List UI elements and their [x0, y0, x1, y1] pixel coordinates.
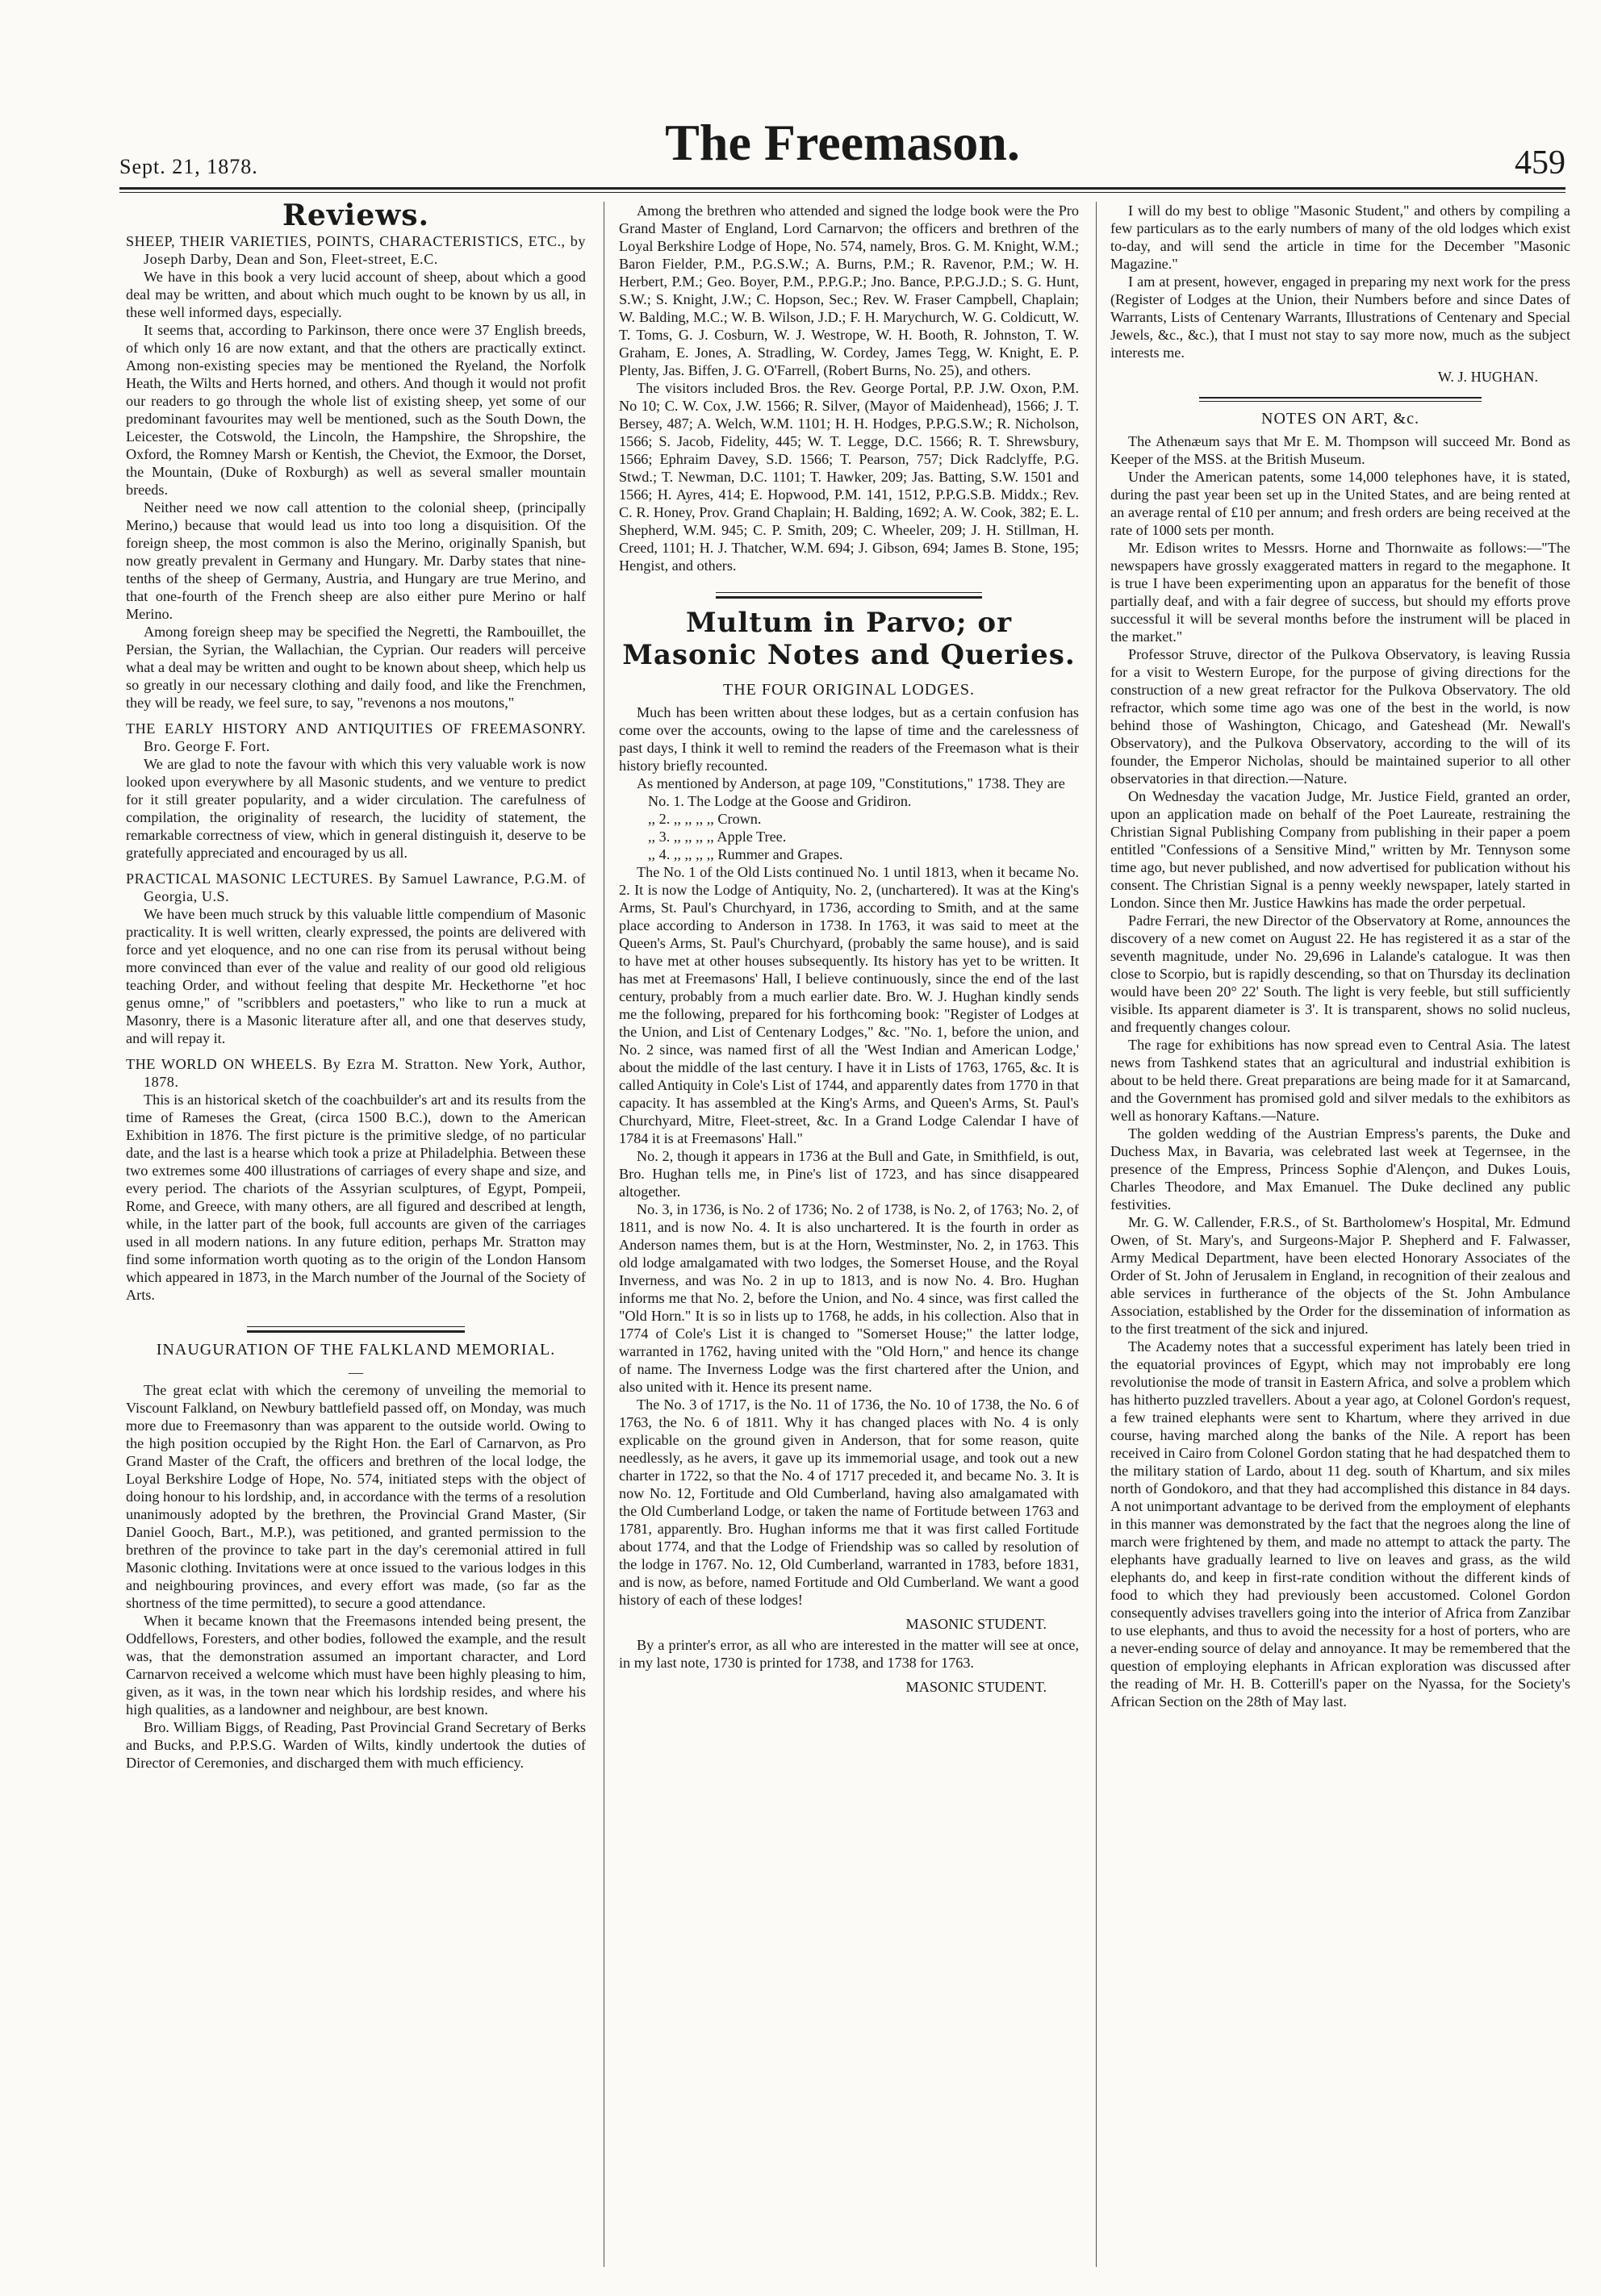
column-divider — [1096, 202, 1097, 2267]
article-paragraph: Among the brethren who attended and signed the lodge book were the Pro Grand Master of England, Lord Carnarvon; the officers and brethren of the Loyal Berkshire Lodge of Hope, No. 574, namely, Bros. G. M. Knight, W.M.; Baron Fielder, P.M., P.G.S.W.; A. Burns, P.M.; R. Ravenor, P.M.; W. H. Herbert, P.M.; Geo. Boyer, P.M., P.P.G.P.; Jno. Bance, P.P.G.J.D.; S. G. Hunt, S.W.; S. Knight, J.W.; C. Hopson, Sec.; Rev. W. Fraser Campbell, Chaplain; W. Balding, M.C.; W. B. Wilson, J.D.; F. H. Marychurch, W. G. Coldicutt, W. T. Toms, G. J. Cosburn, W. J. Westrope, W. H. Booth, R. Johnston, T. W. Graham, E. Jones, A. Stradling, W. Cordey, James Tegg, W. Knight, E. P. Plenty, Jas. Biffen, J. G. O'Farrell, (Robert Burns, No. 25), and others. — [619, 202, 1079, 378]
lodge-list-item: ,, 2. ,, ,, ,, ,, Crown. — [648, 811, 762, 827]
note-paragraph: Mr. Edison writes to Messrs. Horne and Thornwaite as follows:—"The newspapers have grossly exaggerated matters in regard to the megaphone. It is true I have been experimenting upon an apparatus for the benefit of those partially deaf, and with a fair degree of success, but should my efforts prove successful it will be several months before the instrument will be placed in the market." — [1110, 540, 1570, 645]
note-paragraph: Under the American patents, some 14,000 telephones have, it is stated, during the past year been set up in the United States, and are being rented at an average rental of £10 per annum; and fresh orders are being received at the rate of 1000 sets per month. — [1110, 469, 1570, 538]
note-paragraph: The golden wedding of the Austrian Empress's parents, the Duke and Duchess Max, in Bavaria, was celebrated last week at Tegernsee, in the presence of the Empress, Princess Sophie d'Alençon, and Dukes Louis, Charles Theodore, and Max Emanuel. The Duke declined any public festivities. — [1110, 1125, 1570, 1213]
section-rule — [247, 1326, 465, 1333]
review-paragraph: Neither need we now call attention to the colonial sheep, (principally Merino,) because that would lead us into too long a disquisition. Of the foreign sheep, the most common is also the Merino, originally Spanish, but now greatly prevalent in Germany and Hungary. Mr. Darby states that nine-tenths of the sheep of Germany, Austria, and Hungary are true Merino, and that one-fourth of the French sheep are also either pure Merino or half Merino. — [126, 499, 586, 622]
article-paragraph: The No. 1 of the Old Lists continued No. 1 until 1813, when it became No. 2. It is now the Lodge of Antiquity, No. 2, (unchartered). It was at the King's Arms, St. Paul's Churchyard, in 1736, according to Smith, and at the same place according to Anderson in 1738. In 1763, it was said to meet at the Queen's Arms, St. Paul's Churchyard, (probably the same house), and is said to have met at other houses subsequently. Its history has yet to be written. It has met at Freemasons' Hall, I believe continuously, since the end of the last century, probably from a much earlier date. Bro. W. J. Hughan kindly sends me the following, prepared for his forthcoming book: "Register of Lodges at the Union, and List of Centenary Lodges," &c. "No. 1, before the union, and No. 2 since, was named first of all the 'West Indian and American Lodge,' about the middle of the last century. I have it in Lists of 1763, 1765, &c. It is called Antiquity in Cole's List of 1744, and apparently dates from 1770 in that capacity. It has assembled at the King's Arms, and Queen's Arms, St. Paul's Churchyard, Mitre, Fleet-street, &c. In a Grand Lodge Calendar I have of 1784 it is at Freemasons' Hall." — [619, 864, 1079, 1146]
article-paragraph: No. 3, in 1736, is No. 2 of 1736; No. 2 of 1738, is No. 2, of 1763; No. 2, of 1811, and is now No. 4. It is also unchartered. It is the fourth in order as Anderson names them, but is at the Horn, Westminster, No. 2, in 1763. This old lodge amalgamated with two lodges, the Somerset House, and the Royal Inverness, and was No. 2 in up to 1813, and is now No. 4. Bro. Hughan informs me that No. 2, before the Union, and No. 4 since, was first called the "Old Horn." It is so in lists up to 1768, he adds, in his collection. Also that in 1774 of Cole's List it is changed to "Somerset House;" the latter lodge, warranted in 1762, having united with the "Old Horn," and hence its change of name. The Inverness Lodge was the first chartered after the Union, and also united with it. Hence its present name. — [619, 1201, 1079, 1395]
article-paragraph: When it became known that the Freemasons intended being present, the Oddfellows, Foresters, and other bodies, followed the example, and the result was, that the demonstration assumed an important character, and Lord Carnarvon received a welcome which must have been highly pleasing to him, given, as it was, in the town near which his lordship resides, and where his high qualities, as a landowner and neighbour, are best known. — [126, 1613, 586, 1718]
article-paragraph: I will do my best to oblige "Masonic Student," and others by compiling a few particulars as to the early numbers of many of the old lodges which exist to-day, and will send the article in time for the December "Masonic Magazine." — [1110, 202, 1570, 272]
book-title: THE EARLY HISTORY AND ANTIQUITIES OF FREEMASONRY. Bro. George F. Fort. — [126, 720, 586, 754]
newspaper-title: The Freemason. — [665, 114, 1020, 171]
note-paragraph: The Athenæum says that Mr E. M. Thompson will succeed Mr. Bond as Keeper of the MSS. at the British Museum. — [1110, 433, 1570, 467]
review-paragraph: It seems that, according to Parkinson, there once were 37 English breeds, of which only 16 are now extant, and that the others are practically extinct. Among non-existing species may be mentioned the Ryeland, the Norfolk Heath, the Wilts and Herts horned, and others. And though it would not profit our readers to go through the whole list of existing sheep, yet some of our predominant favourites may well be mentioned, such as the South Down, the Leicester, the Cotswold, the Lincoln, the Hampshire, the Shropshire, the Oxford, the Romney Marsh or Kentish, the Cheviot, the Exmoor, the Dorset, the Mountain, (Duke of Roxburgh) as well as several smaller mountain breeds. — [126, 322, 586, 498]
issue-date: Sept. 21, 1878. — [119, 155, 258, 178]
notes-heading: NOTES ON ART, &c. — [1261, 410, 1419, 428]
signature: MASONIC STUDENT. — [905, 1679, 1047, 1695]
section-rule — [716, 592, 982, 599]
article-paragraph: As mentioned by Anderson, at page 109, "Constitutions," 1738. They are — [637, 775, 1065, 791]
note-paragraph: On Wednesday the vacation Judge, Mr. Justice Field, granted an order, upon an application made on behalf of the Poet Laureate, restraining the Christian Signal Publishing Company from publishing in their paper a poem entitled "Confessions of a Sensitive Mind," written by Mr. Tennyson some time ago, but never published, and now advertised for publication without his consent. The Christian Signal is a penny weekly newspaper, lately started in London. Since then Mr. Justice Hawkins has made the order perpetual. — [1110, 788, 1570, 911]
signature: MASONIC STUDENT. — [905, 1616, 1047, 1632]
article-paragraph: I am at present, however, engaged in preparing my next work for the press (Register of Lodges at the Union, their Numbers before and since Dates of Warrants, Lists of Centenary Warrants, Illustrations of Centenary and Special Jewels, &c., &c.), that I must not stay to say more now, much as the subject interests me. — [1110, 273, 1570, 361]
masthead-rule-thin — [119, 192, 1565, 193]
note-paragraph: The Academy notes that a successful experiment has lately been tried in the equatorial provinces of Egypt, which may not improbably ere long revolutionise the mode of transit in Eastern Africa, and solve a problem which has hitherto puzzled travellers. About a year ago, at Colonel Gordon's request, a few trained elephants were sent to Khartum, where they arrived in due course, having marched along the banks of the Nile. A report has been received in Cairo from Colonel Gordon stating that he had despatched them to the military station of Lardo, about 11 deg. south of Khartum, and six miles north of Gondokoro, and that they had accomplished this distance in 84 days. A not unimportant advantage to be derived from the employment of elephants in this manner was demonstrated by the fact that the negroes along the line of march were frightened by them, and made no attempt to attack the party. The elephants have gradually learned to live on leaves and grass, as the wild elephants do, and keep in first-rate condition without the different kinds of food to which they had previously been accustomed. Colonel Gordon consequently advises travellers going into the interior of Africa from Zanzibar to use elephants, and thus to avoid the necessity for a host of porters, who are a never-ending source of delay and annoyance. It may be remembered that the question of employing elephants in African exploration was discussed after the reading of Mr. H. B. Cotterill's paper on the Nyassa, for the Society's African Section on the 28th of May last. — [1110, 1338, 1570, 1709]
note-paragraph: Professor Struve, director of the Pulkova Observatory, is leaving Russia for a visit to Western Europe, for the purpose of giving directions for the construction of a new great refractor for the Pulkova Observatory. The old refractor, which some time ago was one of the best in the world, is now behind those of Washington, Chicago, and Gateshead (Mr. Newall's Observatory), and the Pulkova Observatory, according to the will of its founder, the Emperor Nicholas, should be maintained superior to all other observatories in that direction.—Nature. — [1110, 646, 1570, 787]
section-rule — [1199, 397, 1482, 402]
note-paragraph: Mr. G. W. Callender, F.R.S., of St. Bartholomew's Hospital, Mr. Edmund Owen, of St. Mary's, and Surgeons-Major P. Shepherd and F. Falwasser, Army Medical Department, have been elected Honorary Associates of the Order of St. John of Jerusalem in England, in recognition of their zealous and able services in furtherance of the objects of the St. John Ambulance Association, established by the Order for the dissemination of information as to the first treatment of the sick and injured. — [1110, 1214, 1570, 1337]
lodge-list-item: ,, 3. ,, ,, ,, ,, Apple Tree. — [648, 829, 787, 845]
article-paragraph: Bro. William Biggs, of Reading, Past Provincial Grand Secretary of Berks and Bucks, and P.P.S.G. Warden of Wilts, kindly undertook the duties of Director of Ceremonies, and discharged them with much efficiency. — [126, 1719, 586, 1771]
signature: W. J. HUGHAN. — [1437, 369, 1538, 385]
erratum-note: By a printer's error, as all who are interested in the matter will see at once, in my last note, 1730 is printed for 1738, and 1738 for 1763. — [619, 1637, 1079, 1671]
article-paragraph: The visitors included Bros. the Rev. George Portal, P.P. J.W. Oxon, P.M. No 10; C. W. Cox, J.W. 1566; R. Silver, (Mayor of Maidenhead), 1566; J. T. Bersey, 487; A. Welch, W.M. 1101; H. H. Hodges, P.P.G.S.W.; R. Nicholson, 1566; S. Jacob, Fidelity, 445; W. T. Legge, D.C. 1566; R. T. Shrewsbury, 1566; Ephraim Davey, S.D. 1566; T. Pearson, 757; Dick Radclyffe, P.G. Stwd.; T. Newman, D.C. 1101; T. Hawker, 209; Jas. Batting, S.W. 1501 and 1566; H. Ayres, 414; E. Hopwood, P.M. 141, 1512, P.P.G.S.B. Middx.; Rev. C. R. Honey, Prov. Grand Chaplain; H. Balding, 1692; A. W. Cook, 382; E. L. Shepherd, W.M. 945; C. P. Smith, 209; C. Wheeler, 209; J. H. Stillman, H. Creed, 1101; H. J. Thatcher, W.M. 694; J. Gibson, 694; James B. Stone, 195; Hengist, and others. — [619, 380, 1079, 574]
article-paragraph: No. 2, though it appears in 1736 at the Bull and Gate, in Smithfield, is out, Bro. Hughan tells me, in Pine's list of 1723, and has since disappeared altogether. — [619, 1148, 1079, 1200]
masthead-rule — [119, 187, 1565, 190]
dash: — — [348, 1364, 364, 1380]
note-paragraph: The rage for exhibitions has now spread even to Central Asia. The latest news from Tashkend states that an agricultural and industrial exhibition is about to be held there. Great preparations are being made for it at Samarcand, and the Government has promised gold and silver medals to the exhibitors as well as honorary Kaftans.—Nature. — [1110, 1037, 1570, 1124]
masthead — [119, 113, 1565, 186]
review-paragraph: We have been much struck by this valuable little compendium of Masonic practicality. It is well written, clearly expressed, the points are delivered with force and yet eloquence, and no one can rise from its perusal without being more convinced than ever of the value and reality of our good old religious teaching Order, and without feeling that despite Mr. Heckethorne "et hoc genus omne," of "scribblers and poetasters," who like to run a muck at Masonry, there is a Masonic literature after all, and one that deserves study, and will repay it. — [126, 906, 586, 1046]
article-paragraph: The great eclat with which the ceremony of unveiling the memorial to Viscount Falkland, on Newbury battlefield passed off, on Monday, was much more due to Freemasonry than was apparent to the outside world. Owing to the high position occupied by the Right Hon. the Earl of Carnarvon, as Pro Grand Master of the Craft, the officers and brethren of the local lodge, the Loyal Berkshire Lodge of Hope, No. 574, initiated steps with the object of doing honour to his lordship, and, in accordance with the terms of a resolution unanimously adopted by the brethren, the Provincial Grand Master, (Sir Daniel Gooch, Bart., M.P.), was petitioned, and granted permission to the brethren of the province to take part in the day's ceremonial attired in full Masonic clothing. Invitations were at once issued to the various lodges in this and neighbouring provinces, and every effort was made, (so far as the shortness of the time permitted), to secure a good attendance. — [126, 1382, 586, 1611]
multum-heading: Multum in Parvo; or Masonic Notes and Queries. — [622, 607, 1076, 671]
column-1 — [126, 202, 586, 2275]
review-paragraph: Among foreign sheep may be specified the Negretti, the Rambouillet, the Persian, the Syrian, the Wallachian, the Cyprian. Our readers will perceive what a deal may be written and ought to be known about sheep, which help us so greatly in our necessary clothing and daily food, and like the Frenchmen, they will be ready, we feel sure, to say, "revenons a nos moutons," — [126, 624, 586, 711]
review-paragraph: We are glad to note the favour with which this very valuable work is now looked upon everywhere by all Masonic students, and we venture to predict for it still greater popularity, and a wider circulation. The carefulness of compilation, the originality of research, the lucidity of statement, the remarkable correctness of view, which in general distinguish it, deserve to be gratefully appreciated and encouraged by us all. — [126, 756, 586, 861]
page-number: 459 — [1515, 144, 1565, 182]
falkland-heading: INAUGURATION OF THE FALKLAND MEMORIAL. — [156, 1341, 556, 1359]
article-paragraph: The No. 3 of 1717, is the No. 11 of 1736, the No. 10 of 1738, the No. 6 of 1763, the No. 6 of 1811. Why it has changed places with No. 4 is only explicable on the ground given in Anderson, that for some reason, quite needlessly, as he avers, it gave up its immemorial usage, and took out a new charter in 1722, so that the No. 4 of 1717 preceded it, and became No. 3. It is now No. 12, Fortitude and Old Cumberland, having also amalgamated with the Old Cumberland Lodge, or taken the name of Fortitude between 1763 and 1781, apparently. Bro. Hughan informs me that it was first called Fortitude about 1774, and that the Lodge of Friendship was so called by resolution of the lodge in 1767. No. 12, Old Cumberland, warranted in 1783, before 1831, and is now, as before, named Fortitude and Old Cumberland. We want a good history of each of these lodges! — [619, 1396, 1079, 1608]
review-paragraph: This is an historical sketch of the coachbuilder's art and its results from the time of Rameses the Great, (circa 1500 B.C.), down to the American Exhibition in 1876. The first picture is the primitive sledge, of no particular date, and the last is a hearse which took a prize at Philadelphia. Between these two extremes some 400 illustrations of carriages of every shape and size, and every period. The chariots of the Assyrian sculptures, of Egypt, Pompeii, Rome, and Greece, with many others, are all figured and described at length, while, in the latter part of the book, full accounts are given of the carriages used in all modern nations. In any future edition, perhaps Mr. Stratton may find some information worth quoting as to the origin of the London Hansom which appeared in 1873, in the March number of the Journal of the Society of Arts. — [126, 1092, 586, 1303]
book-title: SHEEP, THEIR VARIETIES, POINTS, CHARACTERISTICS, ETC., by Joseph Darby, Dean and Son, Fleet-street, E.C. — [126, 233, 586, 267]
column-2 — [619, 202, 1079, 2275]
reviews-heading: Reviews. — [282, 202, 430, 232]
book-title: THE WORLD ON WHEELS. By Ezra M. Stratton. New York, Author, 1878. — [126, 1056, 586, 1090]
lodge-list-item: ,, 4. ,, ,, ,, ,, Rummer and Grapes. — [648, 846, 843, 862]
lodge-list-item: No. 1. The Lodge at the Goose and Gridiron. — [648, 793, 912, 809]
review-paragraph: We have in this book a very lucid account of sheep, about which a good deal may be written, and about which much ought to be known by us all, in these well informed days, especially. — [126, 269, 586, 320]
four-lodges-subheading: THE FOUR ORIGINAL LODGES. — [722, 681, 976, 699]
column-3 — [1110, 202, 1570, 2275]
article-paragraph: Much has been written about these lodges, but as a certain confusion has come over the accounts, owing to the lapse of time and the carelessness of past days, I think it well to remind the readers of the Freemason what is their history briefly recounted. — [619, 704, 1079, 774]
note-paragraph: Padre Ferrari, the new Director of the Observatory at Rome, announces the discovery of a new comet on August 22. He has registered it as a star of the seventh magnitude, under No. 29,696 in Lalande's catalogue. It was then close to Scorpio, but is rapidly descending, so that on Thursday its declination would have been 20° 22' South. The light is very feeble, but still sufficiently visible. Its apparent diameter is 3'. It is transparent, shows no solid nucleus, and frequently changes colour. — [1110, 912, 1570, 1035]
book-title: PRACTICAL MASONIC LECTURES. By Samuel Lawrance, P.G.M. of Georgia, U.S. — [126, 870, 586, 904]
